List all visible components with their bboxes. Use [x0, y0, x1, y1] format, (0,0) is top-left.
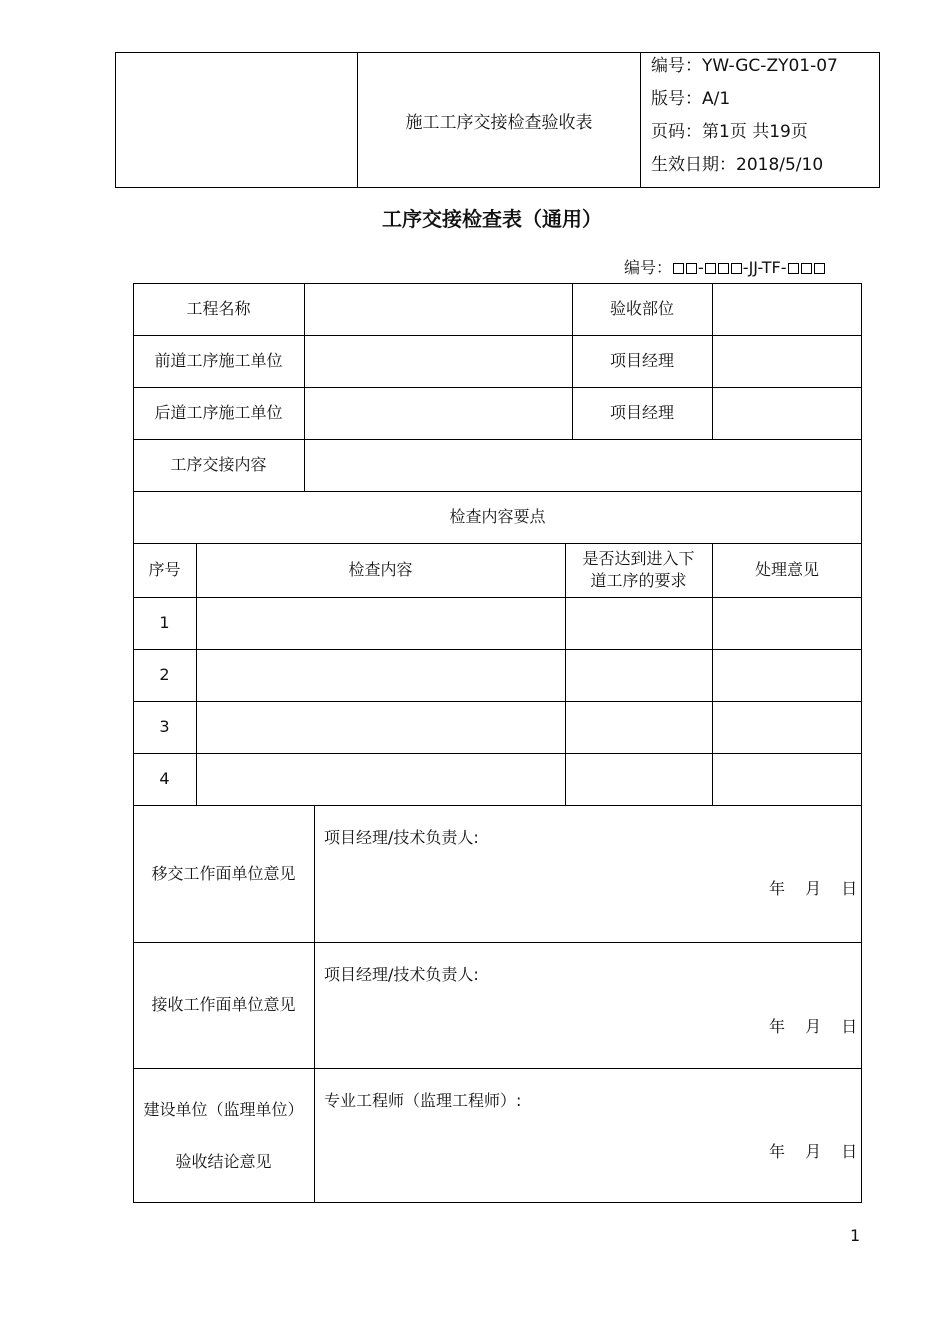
day-label: 日	[841, 1142, 858, 1161]
col-meet-line1: 是否达到进入下	[582, 549, 695, 568]
serial-number	[624, 255, 826, 278]
pm-label-1: 项目经理	[609, 351, 674, 370]
pm-label-2: 项目经理	[609, 403, 674, 422]
blank-box[interactable]	[801, 263, 812, 274]
year-label: 年	[769, 1142, 786, 1161]
transfer-signer-label: 项目经理/技术负责人:	[324, 828, 479, 847]
owner-date	[769, 1139, 857, 1162]
year-label: 年	[769, 1017, 786, 1036]
owner-opinion-label	[133, 1068, 314, 1203]
blank-box[interactable]	[718, 263, 729, 274]
acceptance-part-label: 验收部位	[609, 299, 674, 318]
year-label: 年	[769, 879, 786, 898]
prev-unit-field[interactable]	[305, 336, 571, 386]
page-number: 1	[850, 1226, 861, 1245]
project-name-label: 工程名称	[186, 299, 251, 318]
project-name-field[interactable]	[305, 284, 571, 334]
check-points-heading: 检查内容要点	[449, 507, 546, 526]
receive-signer-label: 项目经理/技术负责人:	[324, 965, 479, 984]
col-meet-line2: 道工序的要求	[590, 571, 687, 590]
month-label: 月	[805, 1017, 822, 1036]
day-label: 日	[841, 1017, 858, 1036]
table-row-number: 2	[159, 665, 170, 684]
col-no-header: 序号	[148, 560, 181, 579]
header-divider-2	[640, 52, 641, 188]
blank-box[interactable]	[731, 263, 742, 274]
blank-box[interactable]	[814, 263, 825, 274]
owner-label-line1: 建设单位（监理单位）	[143, 1099, 304, 1119]
month-label: 月	[805, 1142, 822, 1161]
page-info: 页码：第1页 共19页	[651, 122, 808, 142]
month-label: 月	[805, 879, 822, 898]
pm-field-1[interactable]	[713, 336, 861, 386]
transfer-date	[769, 876, 857, 899]
table-row-number: 4	[159, 769, 170, 788]
effective-date: 生效日期：2018/5/10	[651, 155, 824, 175]
col-opinion-header: 处理意见	[754, 560, 819, 579]
next-unit-label: 后道工序施工单位	[154, 403, 283, 422]
col-content-header: 检查内容	[348, 560, 413, 579]
receive-opinion-label: 接收工作面单位意见	[151, 995, 296, 1014]
serial-code: -JJ-TF-	[742, 258, 787, 277]
table-row-number: 1	[159, 613, 170, 632]
owner-label-line2: 验收结论意见	[175, 1151, 272, 1171]
blank-box[interactable]	[686, 263, 697, 274]
pm-field-2[interactable]	[713, 388, 861, 438]
prev-unit-label: 前道工序施工单位	[154, 351, 283, 370]
day-label: 日	[841, 879, 858, 898]
owner-signer-label: 专业工程师（监理工程师）:	[324, 1091, 522, 1110]
table-row-number: 3	[159, 717, 170, 736]
serial-sep: -	[698, 258, 704, 277]
blank-box[interactable]	[705, 263, 716, 274]
receive-date	[769, 1014, 857, 1037]
doc-number: 编号：YW-GC-ZY01-07	[651, 56, 838, 76]
handover-content-label: 工序交接内容	[170, 455, 267, 474]
version: 版号：A/1	[651, 89, 731, 109]
col-meet-header	[565, 543, 712, 597]
handover-content-field[interactable]	[305, 440, 861, 490]
blank-box[interactable]	[673, 263, 684, 274]
transfer-opinion-label: 移交工作面单位意见	[151, 863, 296, 883]
blank-box[interactable]	[788, 263, 799, 274]
serial-label: 编号：	[624, 258, 673, 277]
acceptance-part-field[interactable]	[713, 284, 861, 334]
next-unit-field[interactable]	[305, 388, 571, 438]
form-title: 施工工序交接检查验收表	[405, 112, 593, 133]
page-title: 工序交接检查表（通用）	[382, 207, 602, 231]
